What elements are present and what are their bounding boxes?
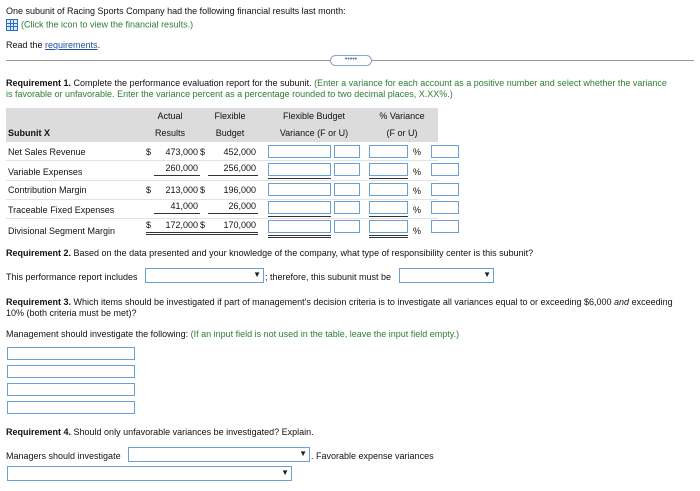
data-table-icon[interactable] <box>6 19 18 31</box>
header-budget: Budget <box>215 128 245 138</box>
subtotal-underline <box>268 178 331 179</box>
row-divider <box>6 199 438 200</box>
click-icon-text[interactable]: (Click the icon to view the financial results.) <box>21 19 194 30</box>
pct-fu-input[interactable] <box>431 220 459 233</box>
read-prefix: Read the <box>6 40 46 50</box>
row-divider <box>6 218 438 219</box>
req3-line2: 10% (both criteria must be met)? <box>6 308 137 318</box>
center-type-select[interactable] <box>399 268 494 283</box>
intro-text: One subunit of Racing Sports Company had the following financial results last month: <box>6 6 346 16</box>
req1-instructions-1: (Enter a variance for each account as a positive number and select whether the variance <box>314 78 667 88</box>
variance-input[interactable] <box>268 145 331 158</box>
req3-management-instructions: (If an input field is not used in the table, leave the input field empty.) <box>190 329 460 339</box>
req1-text: Complete the performance evaluation report for the subunit. <box>71 78 315 88</box>
investigate-item-input[interactable] <box>7 383 135 396</box>
percent-sign: % <box>413 167 422 177</box>
actual-symbol: $ <box>146 147 152 157</box>
req1-prompt <box>6 78 667 88</box>
flex-value: 26,000 <box>228 201 256 211</box>
actual-value: 172,000 <box>165 220 198 230</box>
percent-sign: % <box>413 147 422 157</box>
actual-value: 260,000 <box>165 163 198 173</box>
investigate-item-input[interactable] <box>7 401 135 414</box>
subtotal-underline <box>208 175 258 176</box>
pct-variance-input[interactable] <box>369 163 408 176</box>
header-flexible-budget: Flexible Budget <box>282 111 346 121</box>
variance-input[interactable] <box>268 220 331 233</box>
pct-fu-input[interactable] <box>431 163 459 176</box>
row-label-contribution-margin: Contribution Margin <box>8 185 87 195</box>
req2-sentence-start: This performance report includes <box>6 272 138 282</box>
pct-fu-input[interactable] <box>431 145 459 158</box>
subtotal-underline <box>369 216 408 217</box>
req3-text-b: exceeding <box>629 297 673 307</box>
percent-sign: % <box>413 205 422 215</box>
total-double-underline <box>146 232 200 235</box>
row-label-net-sales: Net Sales Revenue <box>8 147 86 157</box>
read-requirements <box>6 40 100 50</box>
percent-sign: % <box>413 186 422 196</box>
pct-variance-input[interactable] <box>369 220 408 233</box>
req1-instructions-2: is favorable or unfavorable. Enter the variance percent as a percentage rounded to two decimal places, X.XX%.) <box>6 89 453 99</box>
variance-fu-input[interactable] <box>334 145 360 158</box>
req3-label: Requirement 3. <box>6 297 72 307</box>
subtotal-underline <box>208 213 258 214</box>
subtotal-underline <box>154 213 200 214</box>
header-results: Results <box>154 128 185 138</box>
variance-fu-input[interactable] <box>334 163 360 176</box>
pct-fu-input[interactable] <box>431 183 459 196</box>
total-double-underline <box>268 235 331 238</box>
variance-fu-input[interactable] <box>334 201 360 214</box>
variance-fu-input[interactable] <box>334 183 360 196</box>
req3-and: and <box>614 297 630 307</box>
chevron-down-icon: ▼ <box>483 270 491 279</box>
flex-value: 452,000 <box>223 147 256 157</box>
header-pct-variance: % Variance <box>379 111 425 121</box>
investigate-item-input[interactable] <box>7 347 135 360</box>
expand-divider-button[interactable]: ••••• <box>330 55 372 66</box>
req2-prompt <box>6 248 533 258</box>
flex-value: 256,000 <box>223 163 256 173</box>
subtotal-underline <box>268 216 331 217</box>
req3-management-text: Management should investigate the following: <box>6 329 191 339</box>
row-label-variable-expenses: Variable Expenses <box>8 167 83 177</box>
header-subunit: Subunit X <box>8 128 50 138</box>
req4-label: Requirement 4. <box>6 427 72 437</box>
req3-text-a: Which items should be investigated if part of management's decision criteria is to investigate all variances equal to or exceeding $6,000 <box>71 297 615 307</box>
req4-sentence-start: Managers should investigate <box>6 451 121 461</box>
managers-investigate-select[interactable] <box>128 447 310 462</box>
req4-sentence-end: . Favorable expense variances <box>311 451 434 461</box>
req2-text: Based on the data presented and your knowledge of the company, what type of responsibility center is this subunit? <box>71 248 534 258</box>
variance-input[interactable] <box>268 201 331 214</box>
flex-symbol: $ <box>200 185 206 195</box>
pct-variance-input[interactable] <box>369 145 408 158</box>
row-divider <box>6 180 438 181</box>
actual-value: 473,000 <box>165 147 198 157</box>
favorable-variances-select[interactable] <box>7 466 292 481</box>
actual-value: 41,000 <box>170 201 198 211</box>
financial-results-link[interactable] <box>6 19 193 31</box>
subtotal-underline <box>369 178 408 179</box>
investigate-item-input[interactable] <box>7 365 135 378</box>
actual-symbol: $ <box>146 220 152 230</box>
pct-variance-input[interactable] <box>369 201 408 214</box>
chevron-down-icon: ▼ <box>253 270 261 279</box>
row-divider <box>6 160 438 161</box>
percent-sign: % <box>413 226 422 236</box>
flex-symbol: $ <box>200 220 206 230</box>
subtotal-underline <box>154 175 200 176</box>
req2-label: Requirement 2. <box>6 248 72 258</box>
req1-label: Requirement 1. <box>6 78 72 88</box>
report-includes-select[interactable] <box>145 268 264 283</box>
total-double-underline <box>369 235 408 238</box>
read-suffix: . <box>97 40 101 50</box>
req2-sentence-mid: ; therefore, this subunit must be <box>265 272 392 282</box>
header-variance: Variance (F or U) <box>279 128 349 138</box>
actual-value: 213,000 <box>165 185 198 195</box>
chevron-down-icon: ▼ <box>281 468 289 477</box>
variance-input[interactable] <box>268 163 331 176</box>
req4-text: Should only unfavorable variances be investigated? Explain. <box>71 427 314 437</box>
req4-prompt <box>6 427 314 437</box>
flex-symbol: $ <box>200 147 206 157</box>
header-actual: Actual <box>157 111 183 121</box>
row-label-traceable-fixed: Traceable Fixed Expenses <box>8 205 115 215</box>
req3-prompt <box>6 297 673 307</box>
pct-variance-input[interactable] <box>369 183 408 196</box>
requirements-link[interactable]: requirements <box>45 40 98 50</box>
actual-symbol: $ <box>146 185 152 195</box>
req3-management <box>6 329 459 339</box>
pct-fu-input[interactable] <box>431 201 459 214</box>
flex-value: 196,000 <box>223 185 256 195</box>
chevron-down-icon: ▼ <box>299 449 307 458</box>
variance-input[interactable] <box>268 183 331 196</box>
total-double-underline <box>200 232 258 235</box>
flex-value: 170,000 <box>223 220 256 230</box>
header-f-or-u: (F or U) <box>386 128 418 138</box>
header-flexible: Flexible <box>214 111 246 121</box>
row-label-divisional-segment-margin: Divisional Segment Margin <box>8 226 116 236</box>
variance-fu-input[interactable] <box>334 220 360 233</box>
